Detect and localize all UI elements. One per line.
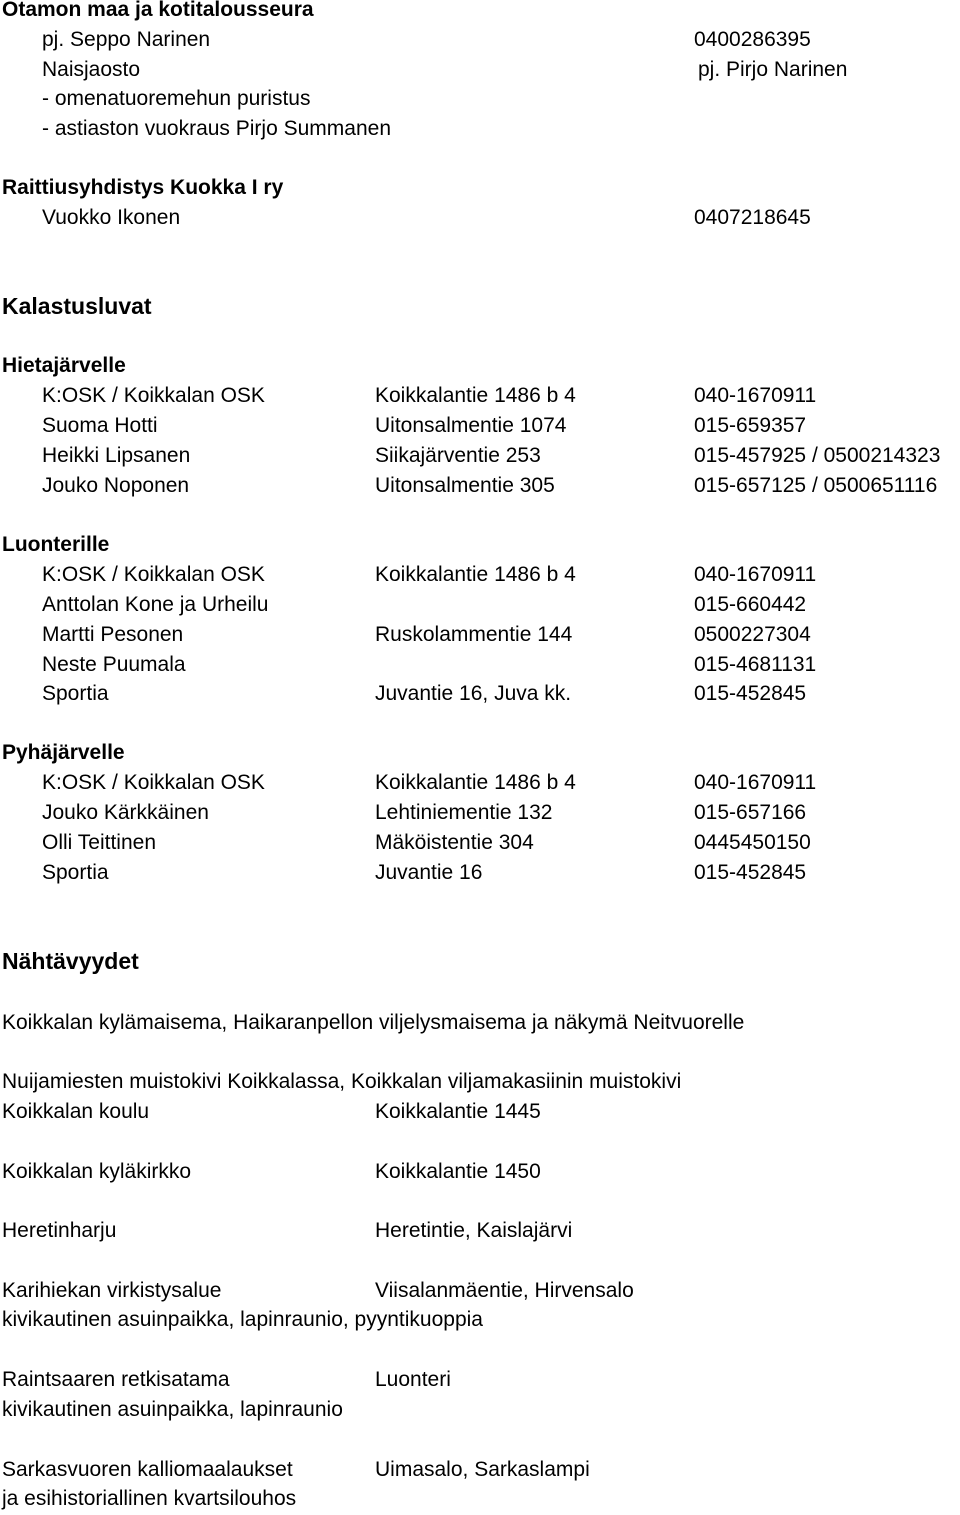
chair-phone: 0400286395 — [694, 28, 811, 51]
pyhajarvi-heading-line — [0, 738, 960, 768]
list-item — [0, 84, 960, 114]
otamon-chair-line — [0, 25, 960, 55]
row-name: Sportia — [42, 861, 109, 884]
row-address: Juvantie 16 — [375, 861, 483, 884]
raittius-heading-line — [0, 173, 960, 203]
sight-place: Viisalanmäentie, Hirvensalo — [375, 1279, 634, 1302]
table-row — [0, 560, 960, 590]
paragraph — [0, 1008, 960, 1038]
sight-row — [0, 1365, 960, 1395]
raittius-contact-line — [0, 203, 960, 233]
row-address: Uitonsalmentie 305 — [375, 474, 555, 497]
sight-place: Luonteri — [375, 1368, 451, 1391]
pyhajarvi-title: Pyhäjärvelle — [2, 741, 125, 764]
chair-label: pj. Seppo Narinen — [42, 28, 211, 51]
row-phone: 015-657125 / 0500651116 — [694, 474, 938, 497]
sight-note-line — [0, 1305, 960, 1335]
row-name: K:OSK / Koikkalan OSK — [42, 563, 265, 586]
table-row — [0, 768, 960, 798]
sight-note-line — [0, 1395, 960, 1425]
otamon-item: - astiaston vuokraus Pirjo Summanen — [42, 117, 391, 140]
row-address: Koikkalantie 1486 b 4 — [375, 771, 576, 794]
sight-place: Koikkalantie 1445 — [375, 1100, 541, 1123]
nahtavyydet-line2: Nuijamiesten muistokivi Koikkalassa, Koikkalan viljamakasiinin muistokivi — [2, 1070, 682, 1093]
row-name: K:OSK / Koikkalan OSK — [42, 771, 265, 794]
row-name: Anttolan Kone ja Urheilu — [42, 593, 269, 616]
sight-place: Koikkalantie 1450 — [375, 1160, 541, 1183]
hietajarvi-heading-line — [0, 351, 960, 381]
sight-name: Heretinharju — [2, 1219, 117, 1242]
row-phone: 015-660442 — [694, 593, 807, 616]
section-label: Naisjaosto — [42, 58, 141, 81]
raittius-title: Raittiusyhdistys Kuokka I ry — [2, 176, 284, 199]
kalastusluvat-heading-line — [0, 291, 960, 321]
sight-name: Koikkalan koulu — [2, 1100, 150, 1123]
sight-note-line — [0, 1484, 960, 1514]
row-phone: 015-457925 / 0500214323 — [694, 444, 941, 467]
table-row — [0, 590, 960, 620]
otamon-item: - omenatuoremehun puristus — [42, 87, 311, 110]
row-address: Lehtiniementie 132 — [375, 801, 553, 824]
paragraph — [0, 1067, 960, 1097]
sight-row — [0, 1276, 960, 1306]
sight-note: kivikautinen asuinpaikka, lapinraunio — [2, 1398, 343, 1421]
sight-row — [0, 1455, 960, 1485]
sight-name: Karihiekan virkistysalue — [2, 1279, 222, 1302]
row-name: Olli Teittinen — [42, 831, 157, 854]
table-row — [0, 828, 960, 858]
sight-row — [0, 1097, 960, 1127]
luonteri-title: Luonterille — [2, 533, 110, 556]
row-name: K:OSK / Koikkalan OSK — [42, 384, 265, 407]
row-name: Heikki Lipsanen — [42, 444, 191, 467]
row-name: Martti Pesonen — [42, 623, 184, 646]
sight-note: ja esihistoriallinen kvartsilouhos — [2, 1487, 297, 1510]
sight-row — [0, 1216, 960, 1246]
row-phone: 015-452845 — [694, 682, 807, 705]
row-name: Suoma Hotti — [42, 414, 158, 437]
table-row — [0, 411, 960, 441]
row-phone: 0500227304 — [694, 623, 811, 646]
row-phone: 040-1670911 — [694, 563, 817, 586]
row-phone: 040-1670911 — [694, 384, 817, 407]
row-address: Koikkalantie 1486 b 4 — [375, 563, 576, 586]
table-row — [0, 858, 960, 888]
list-item — [0, 114, 960, 144]
row-address: Ruskolammentie 144 — [375, 623, 573, 646]
row-phone: 015-452845 — [694, 861, 807, 884]
luonteri-heading-line — [0, 530, 960, 560]
nahtavyydet-heading-line — [0, 946, 960, 976]
table-row — [0, 441, 960, 471]
table-row — [0, 650, 960, 680]
naisjaosto-line — [0, 55, 960, 85]
row-phone: 015-657166 — [694, 801, 807, 824]
table-row — [0, 381, 960, 411]
sight-name: Sarkasvuoren kalliomaalaukset — [2, 1458, 293, 1481]
sight-place: Uimasalo, Sarkaslampi — [375, 1458, 590, 1481]
sight-note: kivikautinen asuinpaikka, lapinraunio, pyyntikuoppia — [2, 1308, 483, 1331]
row-phone: 040-1670911 — [694, 771, 817, 794]
row-phone: 015-4681131 — [694, 653, 817, 676]
row-phone: 0445450150 — [694, 831, 811, 854]
contact-phone: 0407218645 — [694, 206, 811, 229]
row-name: Sportia — [42, 682, 109, 705]
row-address: Juvantie 16, Juva kk. — [375, 682, 572, 705]
table-row — [0, 679, 960, 709]
sight-name: Raintsaaren retkisatama — [2, 1368, 230, 1391]
row-address: Mäköistentie 304 — [375, 831, 534, 854]
row-phone: 015-659357 — [694, 414, 807, 437]
row-address: Uitonsalmentie 1074 — [375, 414, 567, 437]
sight-name: Koikkalan kyläkirkko — [2, 1160, 192, 1183]
sight-row — [0, 1157, 960, 1187]
table-row — [0, 798, 960, 828]
hietajarvi-title: Hietajärvelle — [2, 354, 126, 377]
row-name: Neste Puumala — [42, 653, 186, 676]
nahtavyydet-title: Nähtävyydet — [2, 948, 139, 974]
kalastusluvat-title: Kalastusluvat — [2, 293, 152, 319]
row-name: Jouko Kärkkäinen — [42, 801, 209, 824]
row-name: Jouko Noponen — [42, 474, 190, 497]
row-address: Siikajärventie 253 — [375, 444, 541, 467]
section-chair: pj. Pirjo Narinen — [698, 58, 848, 81]
table-row — [0, 471, 960, 501]
nahtavyydet-line1: Koikkalan kylämaisema, Haikaranpellon viljelysmaisema ja näkymä Neitvuorelle — [2, 1011, 745, 1034]
otamon-title: Otamon maa ja kotitalousseura — [2, 0, 314, 21]
table-row — [0, 620, 960, 650]
row-address: Koikkalantie 1486 b 4 — [375, 384, 576, 407]
otamon-heading-line — [0, 0, 960, 25]
contact-name: Vuokko Ikonen — [42, 206, 181, 229]
sight-place: Heretintie, Kaislajärvi — [375, 1219, 573, 1242]
